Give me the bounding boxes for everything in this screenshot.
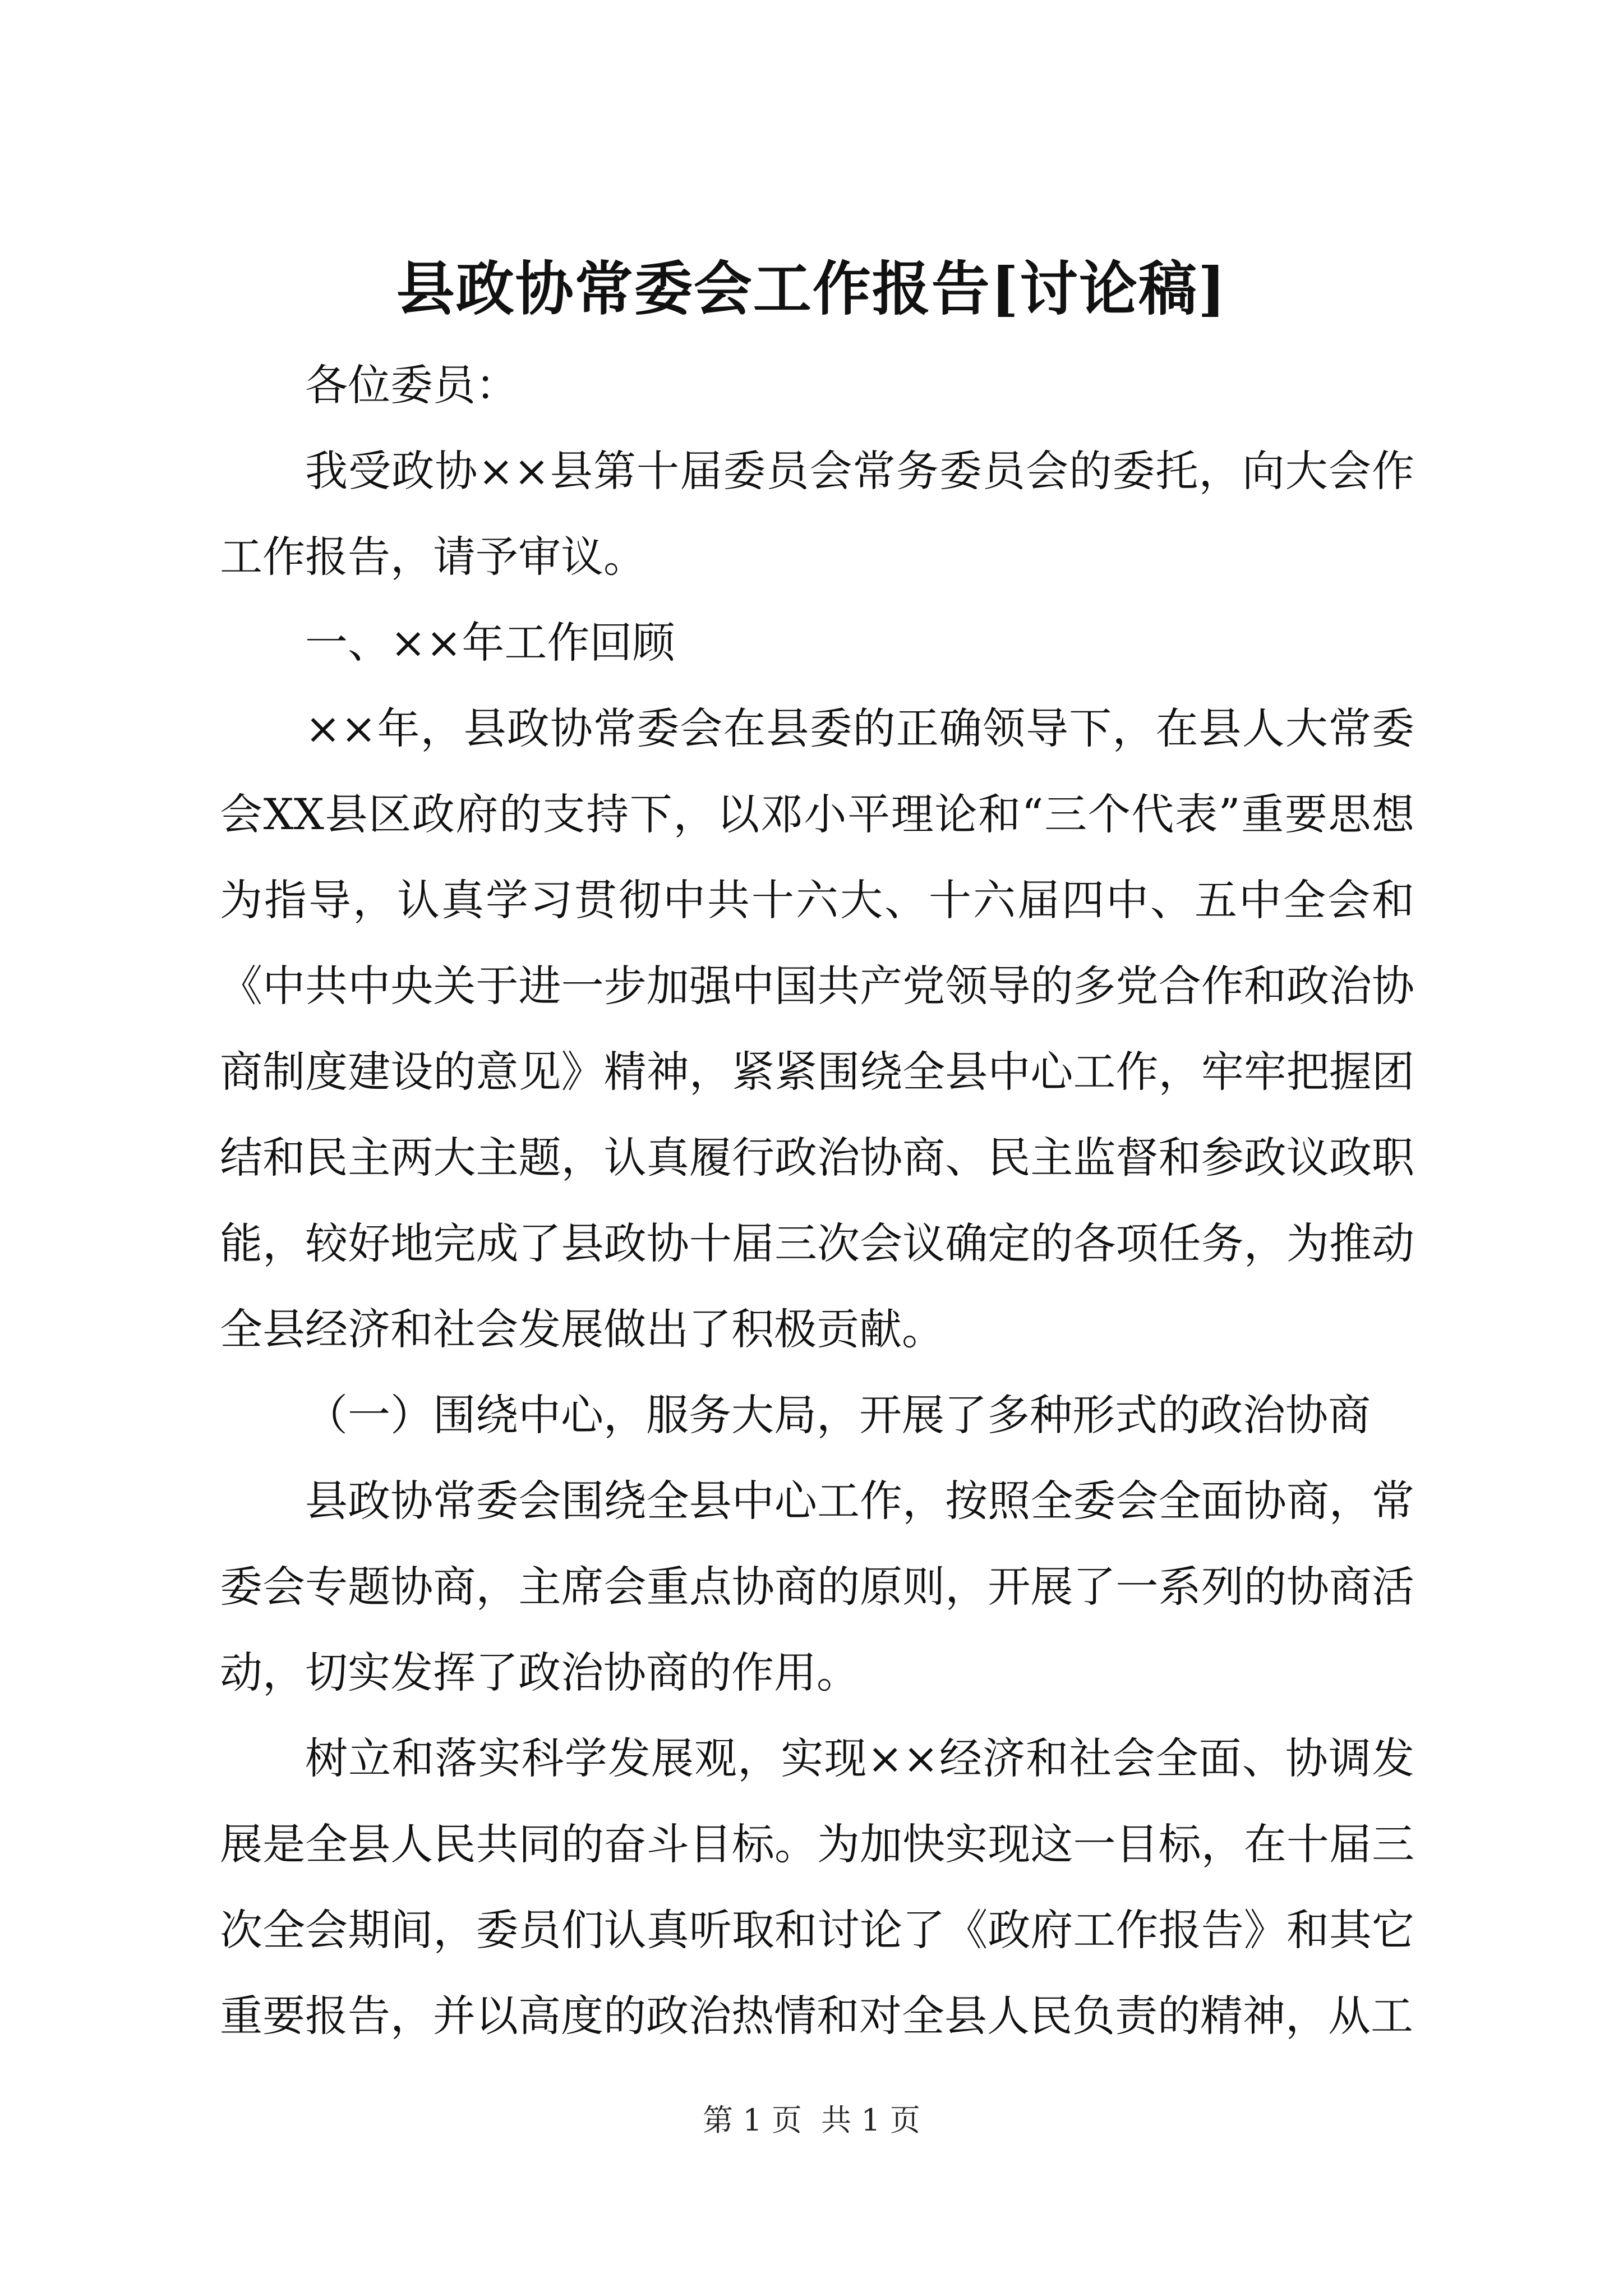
page-footer [0,2098,1623,2143]
document-title: 县政协常委会工作报告[讨论稿] [396,254,1227,323]
page-number: 第 1 页 共 1 页 [703,2102,920,2138]
salutation: 各位委员： [305,360,518,410]
paragraph-development: 树立和落实科学发展观，实现××经济和社会全面、协调发展是全县人民共同的奋斗目标。为加快实现这一目标，在十届三次全会期间，委员们认真听取和讨论了《政府工作报告》和其它重要报告，并以高度的政治热情和对全县人民负责的精神，从工 [220,1733,1414,2041]
section-heading: 一、××年工作回顾 [305,618,675,668]
subsection-heading: （一）围绕中心，服务大局，开展了多种形式的政治协商 [305,1390,1371,1440]
paragraph-intro: 我受政协××县第十届委员会常务委员会的委托，向大会作工作报告，请予审议。 [220,446,1414,582]
paragraph-review: ××年，县政协常委会在县委的正确领导下，在县人大常委会XX县区政府的支持下，以邓小平理论和“三个代表”重要思想为指导，认真学习贯彻中共十六大、十六届四中、五中全会和《中共中央关于进一步加强中国共产党领导的多党合作和政治协商制度建设的意见》精神，紧紧围绕全县中心工作，牢牢把握团结和民主两大主题，认真履行政治协商、民主监督和参政议政职能，较好地完成了县政协十届三次会议确定的各项任务，为推动全县经济和社会发展做出了积极贡献。 [220,703,1414,1354]
document-body [220,342,1414,2059]
paragraph-consultation: 县政协常委会围绕全县中心工作，按照全委会全面协商，常委会专题协商，主席会重点协商的原则，开展了一系列的协商活动，切实发挥了政治协商的作用。 [220,1476,1414,1697]
